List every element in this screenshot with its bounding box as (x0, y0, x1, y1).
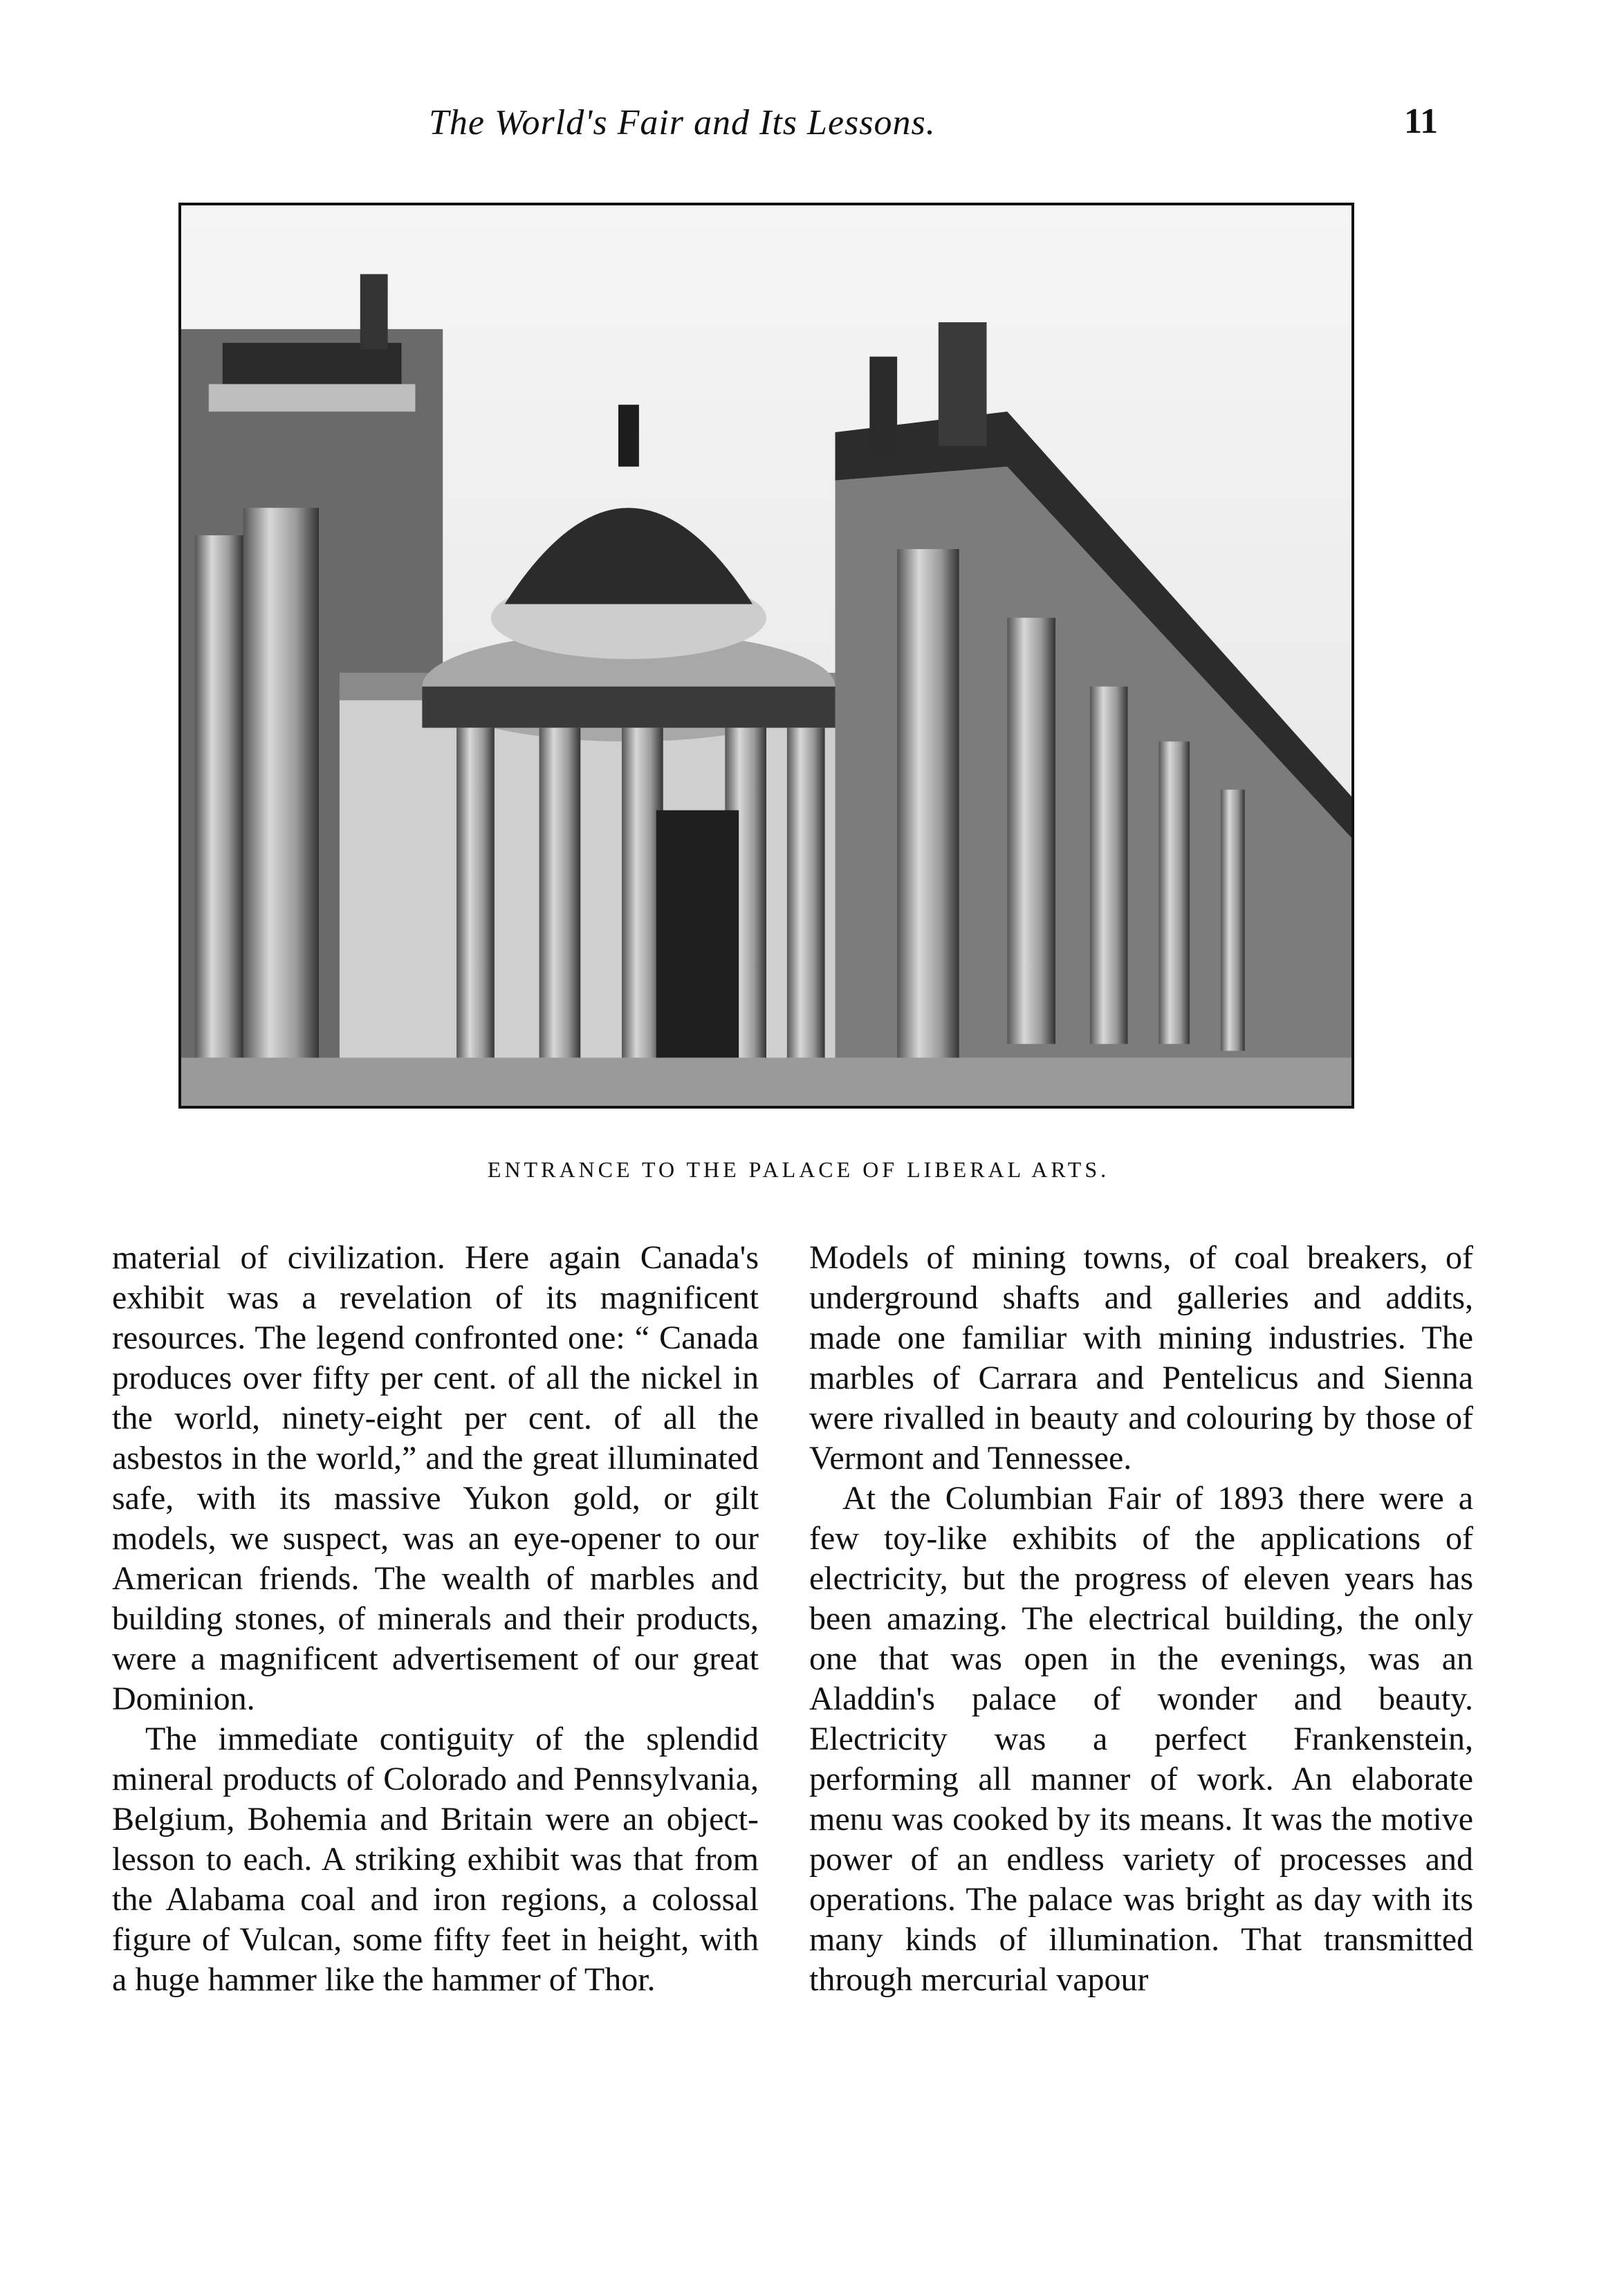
figure-caption: ENTRANCE TO THE PALACE OF LIBERAL ARTS. (487, 1157, 1110, 1182)
left-text-column (112, 1238, 759, 2000)
right-text-column (809, 1238, 1473, 2000)
paragraph: material of civilization. Here again Canada's exhibit was a revelation of its magnificent resources. The legend confronted one: “ Canada produces over fifty per cent. of all the nickel in the world, ninety-eight per cent. of all the asbestos in the world,” and the great illuminated safe, with its massive Yukon gold, or gilt models, we suspect, was an eye-opener to our American friends. The wealth of marbles and building stones, of minerals and their products, were a magnificent advertisement of our great Dominion. (112, 1239, 759, 1717)
paragraph: At the Columbian Fair of 1893 there were a few toy-like exhibits of the applications of electricity, but the progress of eleven years has been amazing. The electrical building, the only one that was open in the evenings, was an Aladdin's palace of wonder and beauty. Electricity was a perfect Frankenstein, performing all manner of work. An elaborate menu was cooked by its means. It was the motive power of an endless variety of processes and operations. The palace was bright as day with its many kinds of illumination. That transmitted through mercurial vapour (809, 1480, 1473, 1998)
paragraph: Models of mining towns, of coal breakers, of underground shafts and galleries and addits, made one familiar with mining industries. The marbles of Carrara and Pentelicus and Sienna were rivalled in beauty and colouring by those of Vermont and Tennessee. (809, 1239, 1473, 1476)
paragraph: The immediate contiguity of the splendid mineral products of Colorado and Pennsylvania, Belgium, Bohemia and Britain were an object-lesson to each. A striking exhibit was that from the Alabama coal and iron regions, a colossal figure of Vulcan, some fifty feet in height, with a huge hammer like the hammer of Thor. (112, 1721, 759, 1998)
photograph-palace-entrance (178, 203, 1354, 1109)
palace-illustration (181, 205, 1351, 1106)
running-title: The World's Fair and Its Lessons. (429, 103, 936, 142)
page-number: 11 (1404, 102, 1439, 141)
